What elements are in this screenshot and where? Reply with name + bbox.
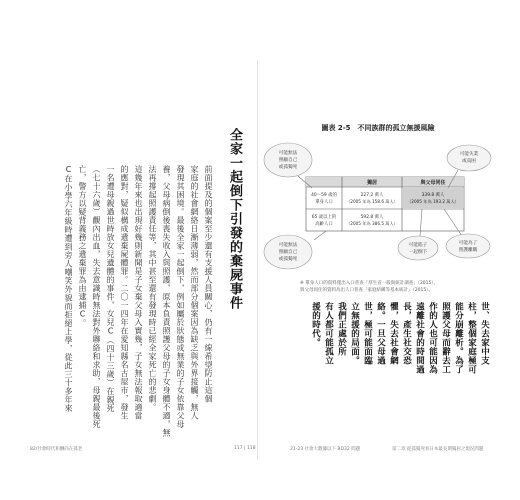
risk-table	[306, 177, 464, 231]
bold-column: 我們正處於所	[336, 302, 347, 356]
bold-column: 懼，失去社會網	[388, 302, 399, 365]
svg-text:或孤獨死: 或孤獨死	[278, 165, 298, 170]
bold-column: 絡。一旦父母過	[375, 302, 386, 365]
bold-column: 遠離社會的時間過	[414, 302, 425, 374]
col-header-with-parents: 與父母同住	[420, 180, 446, 186]
svg-text:或孤獨死: 或孤獨死	[278, 257, 298, 262]
left-footer: 82/社會時代和酬尚在孤老	[30, 447, 83, 452]
svg-text:單身人口: 單身人口	[315, 200, 333, 205]
bold-column: 作的人也可能因為	[427, 302, 438, 374]
svg-text:照護離職: 照護離職	[458, 248, 478, 253]
bubble-bottom-mid	[398, 236, 438, 260]
bold-column: 世，極可能面臨	[362, 302, 373, 365]
bubble-bottom-right	[446, 234, 490, 258]
svg-text:339.8 萬人: 339.8 萬人	[421, 193, 445, 198]
right-footer-left: 21-23 社會大數據以下 BD32 問題	[290, 447, 361, 452]
svg-text:可能陷子: 可能陷子	[408, 243, 428, 248]
body-column: C在小學六年級時遭到旁人嘲笑外貌而拒絕上學，從此三十多年來	[64, 165, 73, 413]
body-column: 前面提及的個案至少還有支援人員關心，仍有一線希望防止這個	[204, 165, 213, 403]
bold-column: 援的時代。	[310, 302, 321, 347]
bold-column: 柱，整個家庭極可	[466, 302, 477, 374]
svg-text:可能為了: 可能為了	[458, 241, 478, 246]
svg-text:（2005 年為 386.5 萬人）: （2005 年為 386.5 萬人）	[346, 221, 398, 226]
svg-text:照顧自己: 照顧自己	[278, 158, 298, 163]
svg-text:（2005 年為 158.6 萬人）: （2005 年為 158.6 萬人）	[346, 199, 398, 204]
chart-note-2: 與父母同住的資料為出人口普查「家庭結構等基本統計」（2015）。	[300, 288, 433, 293]
body-column: 家庭的社會網絡日漸薄弱，然而部分個案因為缺乏與外界接觸，無人	[190, 165, 199, 420]
col-header-alone: 獨居	[366, 180, 378, 186]
bold-column: 立無援的局面。	[349, 302, 360, 365]
body-column: 發現其困境。最後全家一起倒下，例如屬於狀態或無業的子女依靠父母	[176, 165, 185, 429]
bubble-top-left	[264, 143, 312, 177]
bold-column: 有人都可能孤立	[323, 302, 334, 365]
svg-text:可能無法: 可能無法	[278, 151, 298, 156]
bubble-top-right	[447, 145, 491, 171]
body-column: 法再撐起照護責任等，其中甚至還有發現時已經全家死亡的悲劇。	[148, 165, 157, 412]
svg-text:（2005 年為 193.2 萬人）: （2005 年為 193.2 萬人）	[407, 199, 459, 204]
bold-column: 能分崩離析。為了	[453, 302, 464, 374]
body-column: 的應對，疑似構成遺棄屍體罪。二〇一四年在愛知縣名古屋市，發生	[120, 165, 129, 420]
chart-figure	[262, 118, 494, 276]
svg-text:40～59 歲的: 40～59 歲的	[311, 193, 337, 198]
bold-column: 照護父母而辭去工	[440, 302, 451, 374]
right-footer-right: 第二章 從孤獨死看日本最長期獨居之現況問題	[392, 447, 484, 452]
chart-note: ※ 單身人口的資料僅出入口普查「厚生省一般與統計調查」（2015）。	[300, 281, 439, 286]
bubble-bottom-left	[264, 235, 312, 269]
book-gutter	[257, 60, 258, 460]
svg-text:照顧自己: 照顧自己	[278, 250, 298, 255]
svg-text:可能無法: 可能無法	[278, 243, 298, 248]
body-column: 養，父母病倒後喪失收入與照護，原本負責照護父母的子女身體不適，無	[162, 165, 171, 437]
svg-text:或貧困: 或貧困	[462, 159, 476, 164]
svg-text:227.2 萬人: 227.2 萬人	[360, 193, 384, 198]
body-column: 亡，警方以疑背義務之遺棄罪為由逮捕C。	[78, 165, 87, 328]
body-column: 一名遭母親過世時放女兒遺體的事件，女兒C（四十三歲）在親死	[106, 165, 115, 413]
svg-text:可能失業: 可能失業	[459, 152, 479, 157]
bold-column: 長，產生社交恐	[401, 302, 412, 365]
svg-text:592.8 萬人: 592.8 萬人	[360, 215, 384, 220]
body-column: 這幾年來也出現好幾則新聞是子女棄父母入實幾，子女無法報取適當	[134, 165, 143, 420]
svg-text:高齡人口: 高齡人口	[315, 222, 333, 227]
svg-text:一起倒下: 一起倒下	[408, 250, 428, 255]
svg-text:65 歲以上的: 65 歲以上的	[311, 215, 337, 220]
section-heading: 全家一起倒下引發的棄屍事件	[227, 128, 242, 310]
body-column: （七十六歲）觀內出血，失去意識時無法對外聯絡和求助，母親最後死	[92, 165, 101, 429]
chart-title: 圖表 2-5 不同族群的孤立無援風險	[321, 124, 435, 132]
bold-column: 世、失去家中支	[479, 302, 490, 365]
page-numbers: 117 | 118	[234, 446, 256, 451]
